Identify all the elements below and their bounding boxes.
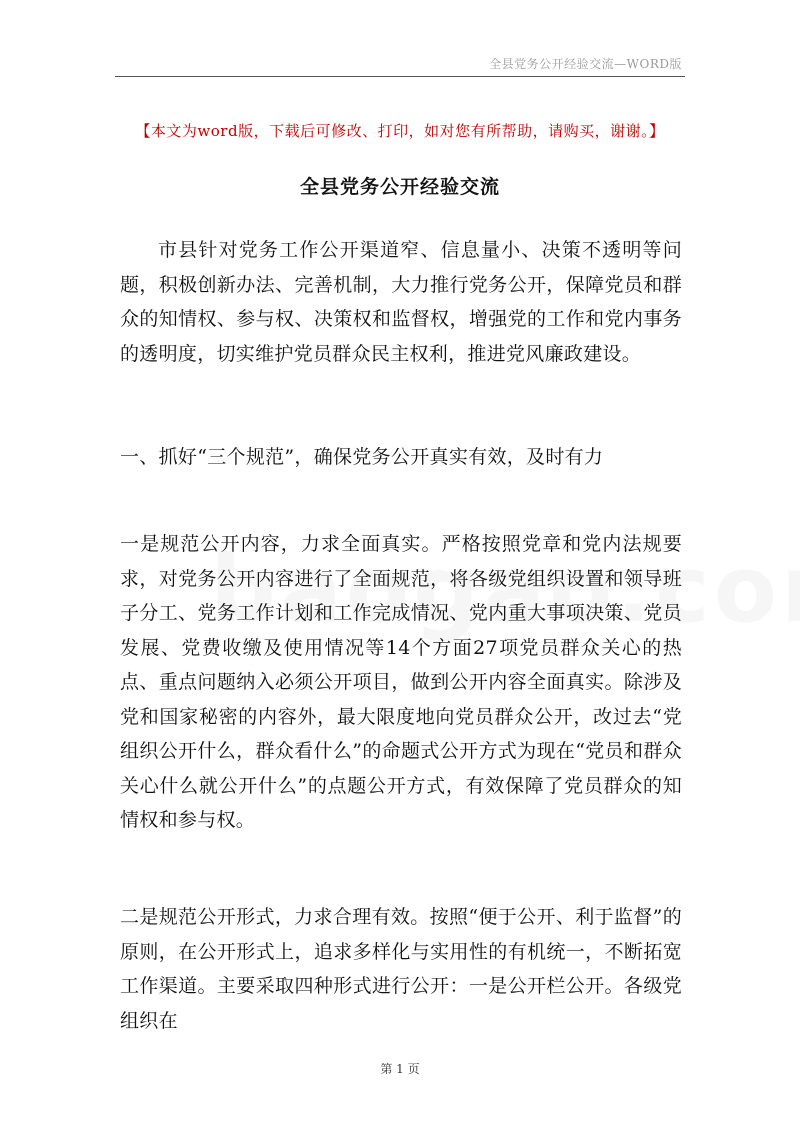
running-header: 全县党务公开经验交流—WORD版 (489, 57, 682, 71)
body-paragraph-2: 二是规范公开形式，力求合理有效。按照“便于公开、利于监督”的原则，在公开形式上，追求多样化与实用性的有机统一，不断拓宽工作渠道。主要采取四种形式进行公开：一是公开栏公开。各级党组织在 (120, 906, 682, 1032)
purchase-notice: 【本文为word版，下载后可修改、打印，如对您有所帮助，请购买，谢谢。】 (135, 122, 665, 140)
page-number: 第 1 页 (380, 1062, 420, 1076)
body-paragraph-1: 一是规范公开内容，力求全面真实。严格按照党章和党内法规要求，对党务公开内容进行了全面规范，将各级党组织设置和领导班子分工、党务工作计划和工作完成情况、党内重大事项决策、党员发展、党费收缴及使用情况等14个方面27项党员群众关心的热点、重点问题纳入必须公开项目，做到公开内容全面真实。除涉及党和国家秘密的内容外，最大限度地向党员群众公开，改过去“党组织公开什么，群众看什么”的命题式公开方式为现在“党员和群众关心什么就公开什么”的点题公开方式，有效保障了党员群众的知情权和参与权。 (120, 533, 682, 831)
document-title: 全县党务公开经验交流 (299, 176, 500, 198)
section-heading: 一、抓好“三个规范”，确保党务公开真实有效，及时有力 (120, 446, 604, 468)
intro-paragraph: 市县针对党务工作公开渠道窄、信息量小、决策不透明等问题，积极创新办法、完善机制，大力推行党务公开，保障党员和群众的知情权、参与权、决策权和监督权，增强党的工作和党内事务的透明度，切实维护党员群众民主权利，推进党风廉政建设。 (120, 239, 682, 365)
header-rule (115, 76, 685, 77)
